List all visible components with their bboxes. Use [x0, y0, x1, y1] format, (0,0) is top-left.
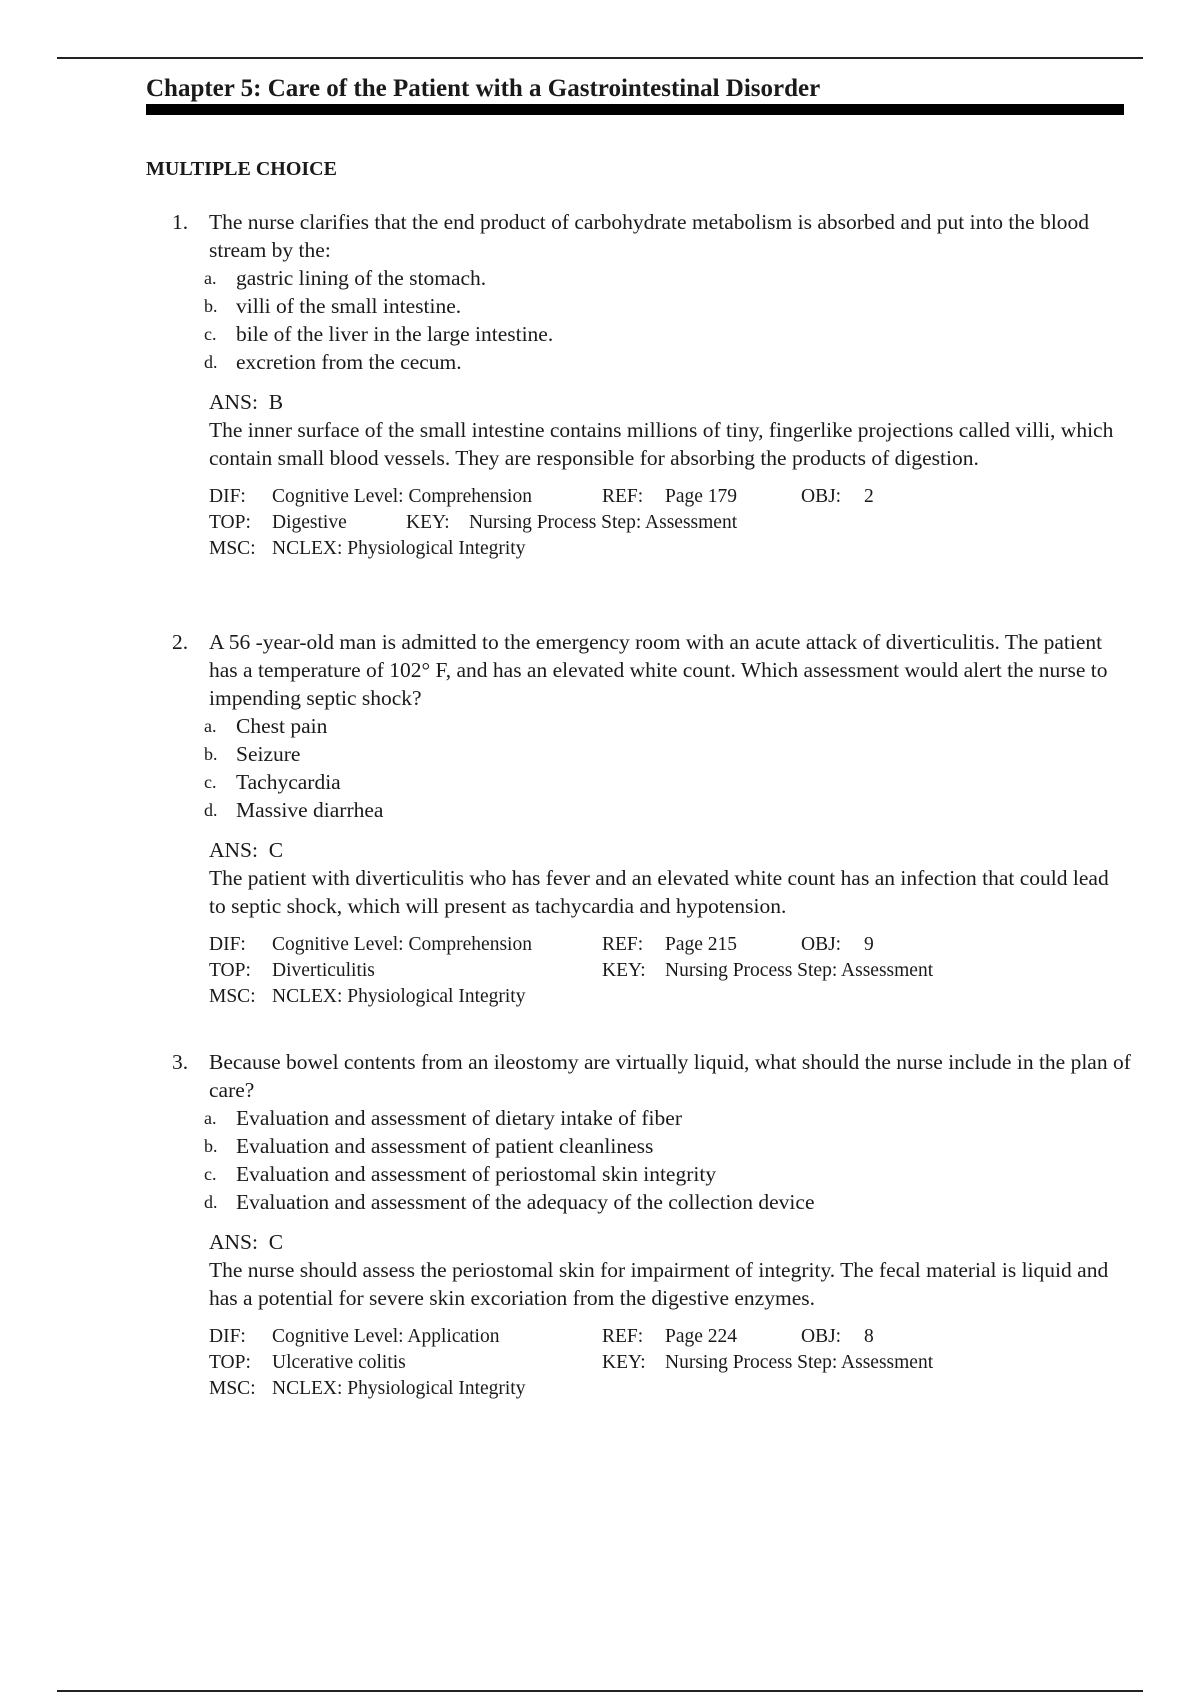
msc-value: NCLEX: Physiological Integrity — [272, 986, 526, 1007]
bottom-rule — [57, 1690, 1143, 1692]
question-number: 2. — [172, 630, 189, 654]
question-stem — [172, 208, 1132, 264]
question-2 — [172, 628, 1132, 1010]
choice-b: b. villi of the small intestine. — [204, 294, 462, 318]
section-heading: MULTIPLE CHOICE — [146, 158, 337, 180]
choice-b: b. Evaluation and assessment of patient cleanliness — [204, 1134, 654, 1158]
dif-value: Cognitive Level: Application — [272, 1326, 500, 1347]
top-value: Ulcerative colitis — [272, 1352, 406, 1373]
key-value: Nursing Process Step: Assessment — [469, 512, 738, 533]
dif-value: Cognitive Level: Comprehension — [272, 486, 532, 507]
dif-value: Cognitive Level: Comprehension — [272, 934, 532, 955]
rationale: The inner surface of the small intestine contains millions of tiny, fingerlike projections called villi, which contain small blood vessels. They are responsible for absorbing the products of digestion. — [209, 418, 1114, 470]
question-text: A 56 -year-old man is admitted to the emergency room with an acute attack of diverticulitis. The patient has a temperature of 102° F, and has an elevated white count. Which assessment would alert the nurse to impending septic shock? — [209, 630, 1108, 710]
answer-value: C — [268, 838, 284, 862]
choice-c: c. Tachycardia — [204, 770, 341, 794]
rationale: The nurse should assess the periostomal skin for impairment of integrity. The fecal material is liquid and has a potential for severe skin excoriation from the digestive enzymes. — [209, 1258, 1109, 1310]
choice-c: c. bile of the liver in the large intestine. — [204, 322, 554, 346]
answer-choices — [172, 1104, 1132, 1216]
key-value: Nursing Process Step: Assessment — [665, 960, 934, 981]
question-number: 3. — [172, 1050, 189, 1074]
question-3 — [172, 1048, 1132, 1402]
msc-value: NCLEX: Physiological Integrity — [272, 1378, 526, 1399]
answer-line: ANS: B — [209, 390, 284, 414]
question-metadata: DIF: Cognitive Level: Comprehension REF: Page 179 OBJ: 2 TOP: Digestive KEY: Nursing Process Step: Assessment MSC: NCLEX: Physiological Integrity — [209, 484, 1132, 562]
choice-b: b. Seizure — [204, 742, 301, 766]
question-1 — [172, 208, 1132, 562]
obj-value: 8 — [864, 1326, 874, 1347]
question-stem — [172, 1048, 1132, 1104]
answer-line: ANS: C — [209, 1230, 284, 1254]
choice-d: d. Evaluation and assessment of the adequacy of the collection device — [204, 1190, 815, 1214]
choice-a: a. gastric lining of the stomach. — [204, 266, 487, 290]
question-text: The nurse clarifies that the end product of carbohydrate metabolism is absorbed and put into the blood stream by the: — [209, 210, 1090, 262]
key-value: Nursing Process Step: Assessment — [665, 1352, 934, 1373]
question-stem — [172, 628, 1132, 712]
title-underline-bar — [146, 104, 1124, 115]
top-rule — [57, 57, 1143, 59]
msc-value: NCLEX: Physiological Integrity — [272, 538, 526, 559]
top-value: Diverticulitis — [272, 960, 375, 981]
answer-value: B — [268, 390, 284, 414]
obj-value: 9 — [864, 934, 874, 955]
ref-value: Page 179 — [665, 486, 738, 507]
choice-d: d. excretion from the cecum. — [204, 350, 462, 374]
obj-value: 2 — [864, 486, 874, 507]
question-metadata: DIF: Cognitive Level: Comprehension REF: Page 215 OBJ: 9 TOP: Diverticulitis KEY: Nursing Process Step: Assessment MSC: NCLEX: Physiological Integrity — [209, 932, 1132, 1010]
question-text: Because bowel contents from an ileostomy are virtually liquid, what should the nurse include in the plan of care? — [209, 1050, 1131, 1102]
chapter-title: Chapter 5: Care of the Patient with a Gastrointestinal Disorder — [146, 75, 821, 102]
answer-value: C — [268, 1230, 284, 1254]
choice-a: a. Chest pain — [204, 714, 328, 738]
top-value: Digestive — [272, 512, 347, 533]
question-number: 1. — [172, 210, 189, 234]
choice-c: c. Evaluation and assessment of periostomal skin integrity — [204, 1162, 717, 1186]
ref-value: Page 224 — [665, 1326, 738, 1347]
ref-value: Page 215 — [665, 934, 738, 955]
choice-d: d. Massive diarrhea — [204, 798, 384, 822]
question-metadata: DIF: Cognitive Level: Application REF: Page 224 OBJ: 8 TOP: Ulcerative colitis KEY: Nursing Process Step: Assessment MSC: NCLEX: Physiological Integrity — [209, 1324, 1132, 1402]
choice-a: a. Evaluation and assessment of dietary intake of fiber — [204, 1106, 682, 1130]
rationale: The patient with diverticulitis who has fever and an elevated white count has an infection that could lead to septic shock, which will present as tachycardia and hypotension. — [209, 866, 1109, 918]
answer-choices — [172, 264, 1132, 376]
answer-choices — [172, 712, 1132, 824]
answer-line: ANS: C — [209, 838, 284, 862]
